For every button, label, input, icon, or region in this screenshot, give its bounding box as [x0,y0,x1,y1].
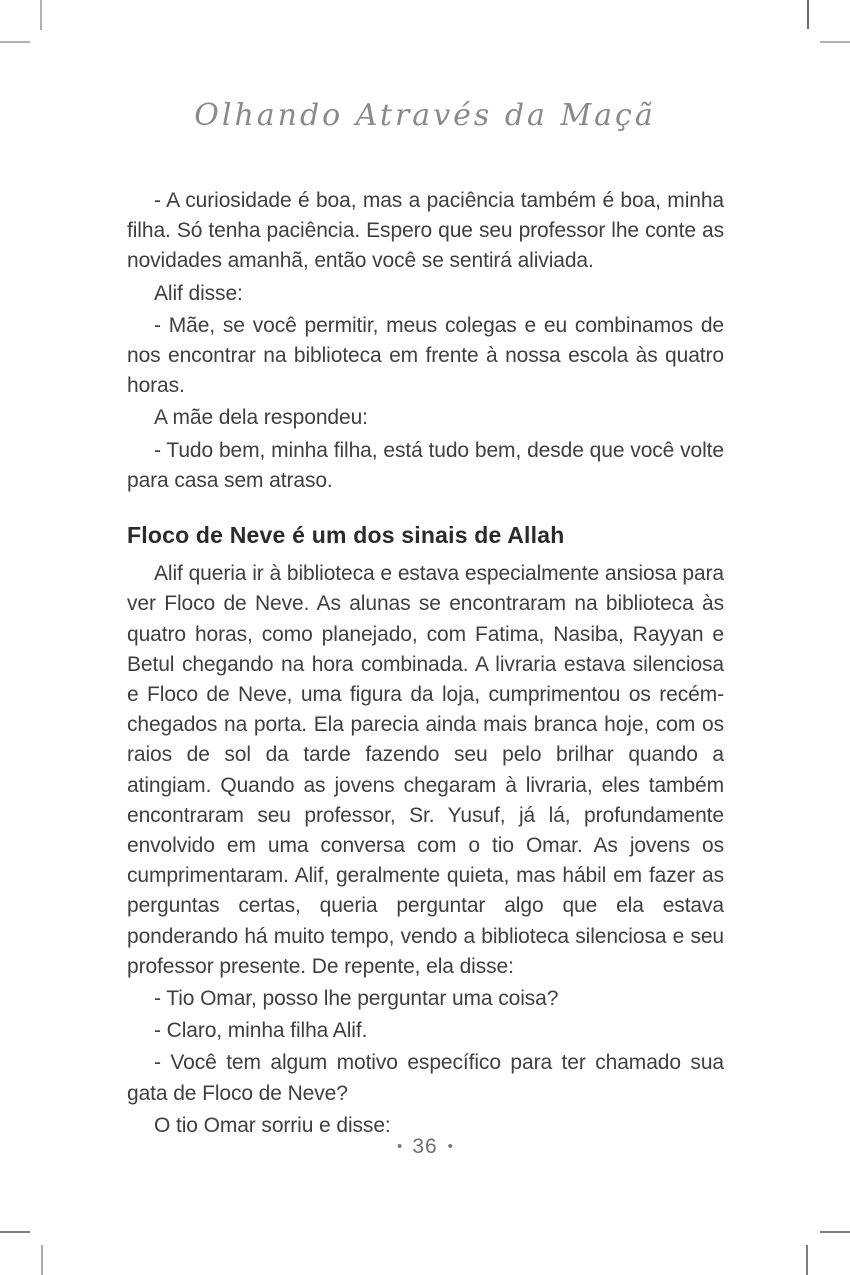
crop-mark-bottom-right-horizontal [820,1231,850,1233]
paragraph-dialogue: - Tio Omar, posso lhe perguntar uma coisa? [154,987,559,1011]
crop-mark-top-right-vertical [807,0,809,29]
folio-right-bullet: • [447,1138,453,1155]
paragraph-narration: Alif disse: [154,281,243,305]
running-head-title: Olhando Através da Maçã [194,98,656,133]
paragraph-dialogue: - Mãe, se você permitir, meus colegas e eu combinamos de nos encontrar na biblioteca em frente à nossa escola às quatro horas. [127,313,724,398]
page-number: 36 [412,1135,438,1158]
paragraph-dialogue: - Claro, minha filha Alif. [154,1019,368,1043]
crop-mark-bottom-left-vertical [41,1245,43,1275]
paragraph-dialogue: - Você tem algum motivo específico para ter chamado sua gata de Floco de Neve? [127,1051,724,1105]
crop-mark-bottom-right-vertical [806,1245,808,1275]
crop-mark-top-right-horizontal [820,41,850,43]
folio-left-bullet: • [397,1138,403,1155]
crop-mark-bottom-left-horizontal [0,1231,30,1233]
paragraph-narration: Alif queria ir à biblioteca e estava especialmente ansiosa para ver Floco de Neve. As alunas se encontraram na biblioteca às quatro horas, como planejado, com Fatima, Nasiba, Rayyan e Betul chegando na hora combinada. A livraria estava silenciosa e Floco de Neve, uma figura da loja, cumprimentou os recém-chegados na porta. Ela parecia ainda mais branca hoje, com os raios de sol da tarde fazendo seu pelo brilhar quando a atingiam. Quando as jovens chegaram à livraria, eles também encontraram seu professor, Sr. Yusuf, já lá, profundamente envolvido em uma conversa com o tio Omar. As jovens os cumprimentaram. Alif, geralmente quieta, mas hábil em fazer as perguntas certas, queria perguntar algo que ela estava ponderando há muito tempo, vendo a biblioteca silenciosa e seu professor presente. De repente, ela disse: [127,562,724,978]
section-heading: Floco de Neve é um dos sinais de Allah [127,522,565,549]
paragraph-narration: O tio Omar sorriu e disse: [154,1113,391,1137]
crop-mark-top-left-vertical [40,0,42,30]
paragraph-dialogue: - Tudo bem, minha filha, está tudo bem, desde que você volte para casa sem atraso. [127,438,724,492]
paragraph-dialogue: - A curiosidade é boa, mas a paciência também é boa, minha filha. Só tenha paciência. Espero que seu professor lhe conte as novidades amanhã, então você se sentirá aliviada. [127,189,724,273]
page-footer [0,1135,850,1159]
page-content [127,186,724,1143]
paragraph-narration: A mãe dela respondeu: [154,406,368,430]
crop-mark-top-left-horizontal [0,41,30,43]
